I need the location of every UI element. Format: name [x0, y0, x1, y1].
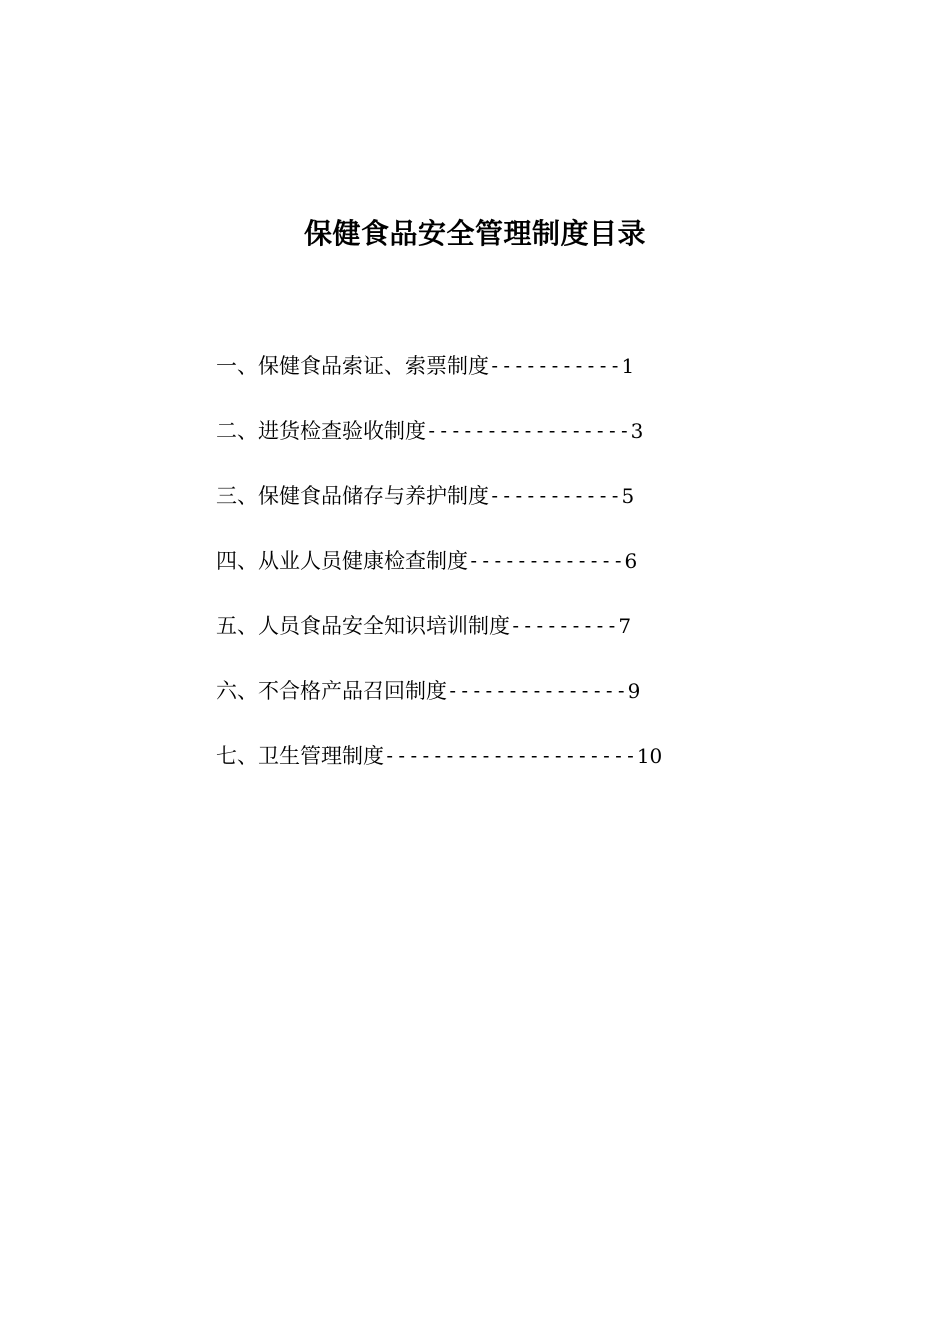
- toc-entry-label: 四、从业人员健康检查制度: [216, 549, 468, 573]
- toc-leader-dashes: ---------------: [447, 680, 628, 702]
- toc-entry-label: 五、人员食品安全知识培训制度: [216, 614, 510, 638]
- toc-entry-label: 一、保健食品索证、索票制度: [216, 354, 489, 378]
- toc-leader-dashes: -----------: [489, 485, 622, 507]
- toc-entry: [216, 606, 736, 671]
- toc-leader-dashes: -------------: [468, 550, 625, 572]
- toc-leader-dashes: ---------------------: [384, 745, 637, 767]
- toc-page-number: 1: [621, 354, 635, 378]
- toc-entry-label: 七、卫生管理制度: [216, 744, 384, 768]
- toc-entry: [216, 476, 736, 541]
- toc-leader-dashes: -----------: [489, 355, 622, 377]
- toc-entry: [216, 346, 736, 411]
- toc-leader-dashes: -----------------: [426, 420, 631, 442]
- toc-entry: [216, 411, 736, 476]
- toc-page-number: 7: [618, 614, 632, 638]
- toc-entry-label: 三、保健食品储存与养护制度: [216, 484, 489, 508]
- toc-entry: [216, 671, 736, 736]
- toc-page-number: 6: [624, 549, 638, 573]
- toc-page-number: 3: [630, 419, 644, 443]
- toc-entry-label: 六、不合格产品召回制度: [216, 679, 447, 703]
- toc-entry: [216, 541, 736, 606]
- toc-page-number: 10: [636, 744, 663, 768]
- table-of-contents: [216, 346, 736, 801]
- toc-page-number: 9: [627, 679, 641, 703]
- toc-page-number: 5: [621, 484, 635, 508]
- document-title: 保健食品安全管理制度目录: [303, 217, 646, 250]
- toc-leader-dashes: ---------: [510, 615, 619, 637]
- toc-entry-label: 二、进货检查验收制度: [216, 419, 426, 443]
- toc-entry: [216, 736, 736, 801]
